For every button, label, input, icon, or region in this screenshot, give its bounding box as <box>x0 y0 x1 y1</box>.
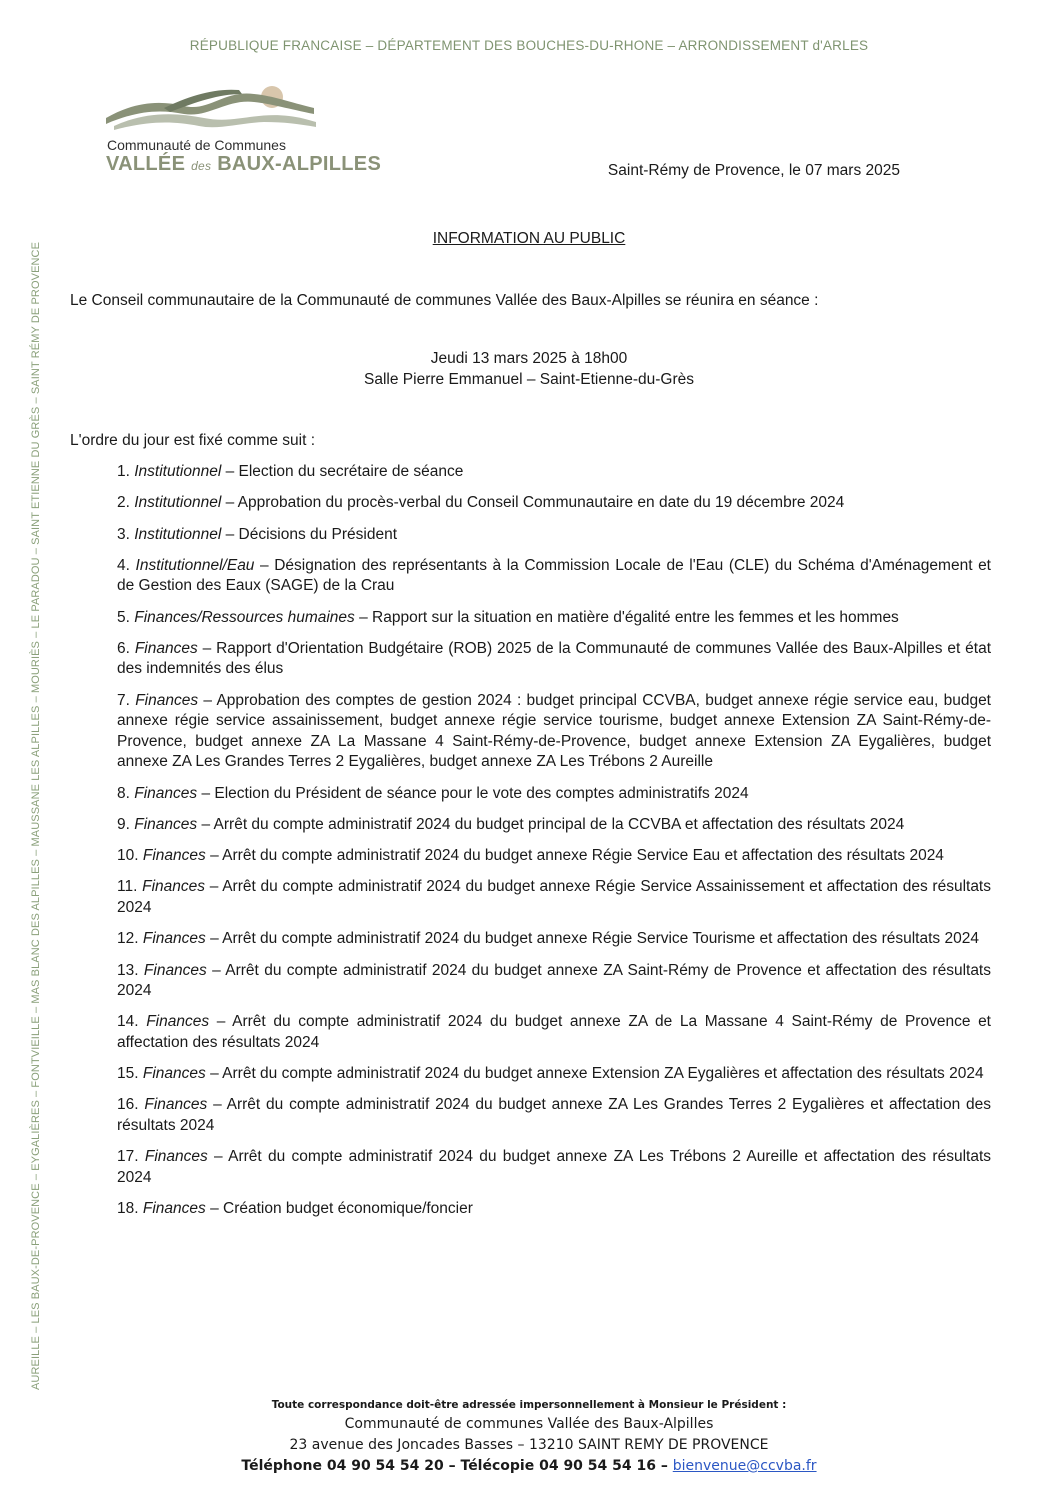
agenda-item <box>117 877 991 918</box>
footer-note: Toute correspondance doit-être adressée impersonnellement à Monsieur le Président : <box>271 1399 787 1411</box>
agenda-item-number: 13. <box>117 961 139 979</box>
document-date: Saint-Rémy de Provence, le 07 mars 2025 <box>607 162 900 179</box>
agenda-item <box>117 1199 991 1220</box>
logo <box>104 82 382 182</box>
agenda-item-category: Finances <box>134 815 198 833</box>
agenda-item-number: 11. <box>117 878 138 896</box>
agenda-item-number: 2. <box>117 494 130 512</box>
agenda-item <box>117 1064 991 1085</box>
agenda-item-category: Finances <box>143 961 207 979</box>
agenda-item-number: 15. <box>117 1065 139 1083</box>
agenda-item-category: Finances <box>144 1148 208 1166</box>
agenda-item <box>117 556 991 597</box>
agenda-item-number: 1. <box>117 463 130 480</box>
agenda-item-number: 3. <box>117 525 130 543</box>
footer-contact <box>0 1456 1058 1477</box>
agenda-item-number: 7. <box>117 691 130 709</box>
agenda-item-text: – Arrêt du compte administratif 2024 du budget annexe ZA de La Massane 4 Saint-Rémy de Provence et affectation des résultats 2024 <box>117 1013 991 1051</box>
agenda-item <box>117 525 991 546</box>
agenda-item-number: 9. <box>117 815 130 833</box>
document-title: INFORMATION AU PUBLIC <box>432 230 626 247</box>
agenda-item-category: Finances <box>142 1200 206 1218</box>
agenda-intro: L'ordre du jour est fixé comme suit : <box>70 432 316 449</box>
agenda-item-number: 8. <box>117 784 130 802</box>
agenda-item <box>117 929 991 950</box>
agenda-item-text: – Election du secrétaire de séance <box>221 463 464 480</box>
header-line: RÉPUBLIQUE FRANCAISE – DÉPARTEMENT DES BOUCHES-DU-RHONE – ARRONDISSEMENT d'ARLES <box>189 38 869 53</box>
agenda-item-text: – Rapport sur la situation en matière d'égalité entre les femmes et les hommes <box>354 608 899 626</box>
agenda-item-text: – Arrêt du compte administratif 2024 du budget annexe Régie Service Eau et affectation des résultats 2024 <box>205 847 944 865</box>
agenda-item <box>117 784 991 805</box>
agenda-item <box>117 961 991 1002</box>
meeting-when: Jeudi 13 mars 2025 à 18h00 <box>430 350 628 367</box>
agenda-item <box>117 639 991 680</box>
agenda-item-text: – Rapport d'Orientation Budgétaire (ROB) 2025 de la Communauté de communes Vallée des Baux-Alpilles et état des indemnités des élus <box>117 639 991 678</box>
meeting-info <box>0 348 1058 390</box>
agenda-item <box>117 815 991 836</box>
agenda-item-text: – Décisions du Président <box>221 525 398 543</box>
agenda-item-category: Finances <box>135 691 199 709</box>
footer-email-link[interactable]: bienvenue@ccvba.fr <box>672 1458 817 1474</box>
agenda-list <box>117 462 991 1230</box>
agenda-item-text: – Arrêt du compte administratif 2024 du budget annexe Extension ZA Eygalières et affectation des résultats 2024 <box>205 1065 984 1083</box>
agenda-item-category: Finances <box>134 639 198 657</box>
logo-line2-part2: BAUX-ALPILLES <box>217 153 382 175</box>
agenda-item-text: – Election du Président de séance pour le vote des comptes administratifs 2024 <box>197 784 749 802</box>
intro-text: Le Conseil communautaire de la Communauté de communes Vallée des Baux-Alpilles se réunira en séance : <box>70 292 819 309</box>
agenda-item-number: 14. <box>117 1013 139 1031</box>
agenda-item-category: Finances/Ressources humaines <box>134 608 355 626</box>
agenda-item-text: – Arrêt du compte administratif 2024 du budget annexe ZA Les Grandes Terres 2 Eygalières et affectation des résultats 2024 <box>117 1096 991 1134</box>
agenda-item <box>117 462 991 483</box>
agenda-item-text: – Création budget économique/foncier <box>205 1200 473 1218</box>
agenda-item <box>117 1095 991 1136</box>
agenda-item <box>117 608 991 629</box>
agenda-item-number: 18. <box>117 1200 139 1218</box>
agenda-item-category: Finances <box>142 878 206 896</box>
agenda-item-text: – Arrêt du compte administratif 2024 du budget annexe ZA Les Trébons 2 Aureille et affectation des résultats 2024 <box>117 1148 991 1186</box>
agenda-item <box>117 1147 991 1188</box>
footer-address: 23 avenue des Joncades Basses – 13210 SAINT REMY DE PROVENCE <box>289 1437 769 1453</box>
footer <box>0 1396 1058 1477</box>
agenda-item-category: Finances <box>134 784 198 802</box>
agenda-item-number: 10. <box>117 847 139 865</box>
agenda-item-number: 4. <box>117 556 130 574</box>
logo-mountains-icon <box>104 82 324 134</box>
agenda-item-category: Finances <box>142 847 206 865</box>
agenda-item-text: – Arrêt du compte administratif 2024 du budget annexe Régie Service Assainissement et affectation des résultats 2024 <box>117 878 991 916</box>
logo-line2-des: des <box>191 159 212 173</box>
agenda-item-number: 5. <box>117 608 130 626</box>
agenda-item-category: Finances <box>142 1065 206 1083</box>
agenda-item-category: Institutionnel <box>134 463 222 480</box>
agenda-item-category: Finances <box>144 1096 208 1114</box>
agenda-item <box>117 493 991 514</box>
agenda-item <box>117 1012 991 1053</box>
sidebar-communes: AUREILLE – LES BAUX-DE-PROVENCE – EYGALIÈRES – FONTVIEILLE – MAS BLANC DES ALPILLES – MAUSSANE LES ALPILLES – MOURIÈS – LE PARADOU – SAINT ETIENNE DU GRÈS – SAINT RÉMY DE PROVENCE <box>30 241 42 1390</box>
agenda-item-category: Institutionnel/Eau <box>135 556 255 574</box>
agenda-item-number: 17. <box>117 1148 139 1166</box>
footer-phone: Téléphone 04 90 54 54 20 – Télécopie 04 90 54 54 16 – <box>241 1458 673 1474</box>
agenda-item-category: Finances <box>142 930 206 948</box>
agenda-item-text: – Arrêt du compte administratif 2024 du budget annexe Régie Service Tourisme et affectation des résultats 2024 <box>205 930 979 948</box>
agenda-item <box>117 691 991 773</box>
agenda-item-number: 12. <box>117 930 139 948</box>
agenda-item-text: – Approbation du procès-verbal du Conseil Communautaire en date du 19 décembre 2024 <box>221 494 845 512</box>
footer-org: Communauté de communes Vallée des Baux-Alpilles <box>344 1416 714 1432</box>
agenda-item-number: 16. <box>117 1096 139 1114</box>
agenda-item-number: 6. <box>117 639 130 657</box>
meeting-where: Salle Pierre Emmanuel – Saint-Etienne-du-Grès <box>364 371 694 388</box>
agenda-item-text: – Désignation des représentants à la Commission Locale de l'Eau (CLE) du Schéma d'Aménagement et de Gestion des Eaux (SAGE) de la Crau <box>117 556 991 595</box>
agenda-item-text: – Arrêt du compte administratif 2024 du budget principal de la CCVBA et affectation des résultats 2024 <box>197 815 905 833</box>
agenda-item-category: Institutionnel <box>134 494 222 512</box>
logo-line2-part1: VALLÉE <box>106 153 186 175</box>
agenda-item-category: Finances <box>146 1013 210 1031</box>
agenda-item-text: – Arrêt du compte administratif 2024 du budget annexe ZA Saint-Rémy de Provence et affectation des résultats 2024 <box>117 961 991 1000</box>
logo-line1: Communauté de Communes <box>107 137 286 153</box>
agenda-item <box>117 846 991 867</box>
logo-line2 <box>106 153 381 176</box>
agenda-item-category: Institutionnel <box>134 525 222 543</box>
agenda-item-text: – Approbation des comptes de gestion 2024 : budget principal CCVBA, budget annexe régie service eau, budget annexe régie service assainissement, budget annexe régie service tourisme, budget annexe Extension ZA Saint-Rémy-de-Provence, budget annexe ZA La Massane 4 Saint-Rémy-de-Provence, budget annexe Extension ZA Eygalières, budget annexe ZA Les Grandes Terres 2 Eygalières, budget annexe ZA Les Trébons 2 Aureille <box>117 691 991 771</box>
